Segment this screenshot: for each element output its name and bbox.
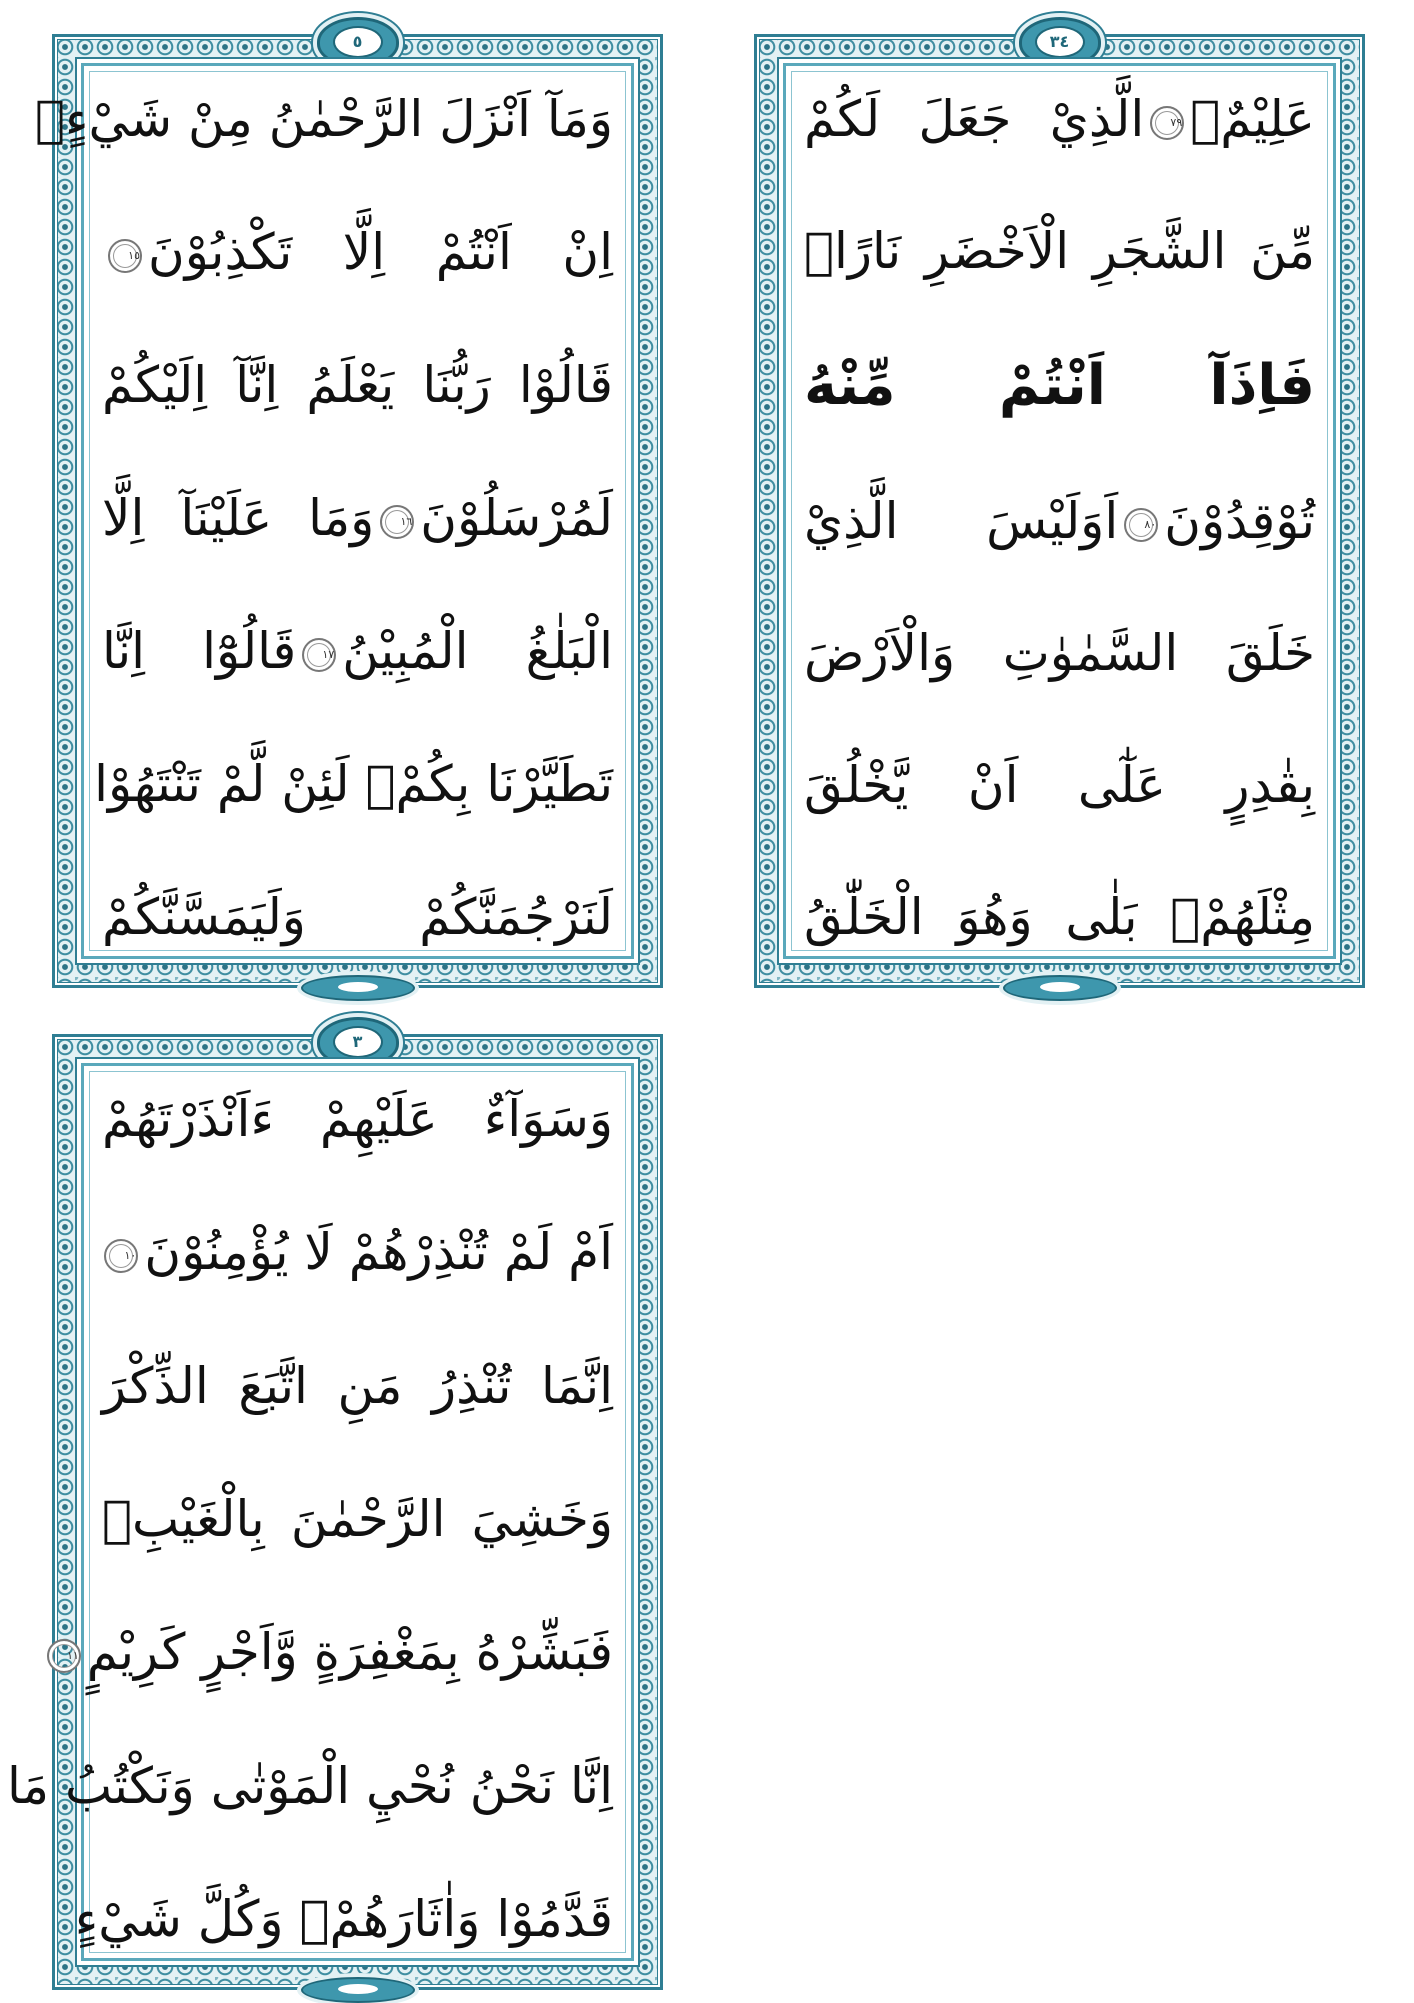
verse-line xyxy=(74,1889,613,1948)
verse-text-continued: وَمَا عَلَيْنَآ اِلَّا xyxy=(102,489,375,547)
verse-text: فَبَشِّرْهُ بِمَغْفِرَةٍ وَّاَجْرٍ كَرِيْمٍ xyxy=(86,1623,613,1682)
verse-text: اِنَّمَا تُنْذِرُ مَنِ اتَّبَعَ الذِّكْرَ xyxy=(102,1356,613,1415)
verse-line xyxy=(66,1623,613,1682)
verse-line xyxy=(94,755,613,813)
page-number-badge xyxy=(317,1017,399,1067)
bottom-ornament-icon xyxy=(301,1977,415,2003)
verse-line xyxy=(102,1090,613,1148)
page-number: ٥ xyxy=(333,26,383,58)
verse-line xyxy=(102,356,613,414)
verse-line xyxy=(804,90,1315,148)
verse-line xyxy=(804,222,1315,280)
verse-text: اِنَّا نَحْنُ نُحْيِ الْمَوْتٰى وَنَكْتُبُ مَا xyxy=(7,1756,613,1815)
verse-text: مِّنَ الشَّجَرِ الْاَخْضَرِ نَارًاۙ xyxy=(804,222,1315,280)
text-panel xyxy=(7,1063,634,1961)
verse-line xyxy=(7,1756,613,1815)
verse-text: مِثْلَهُمْۗ بَلٰى وَهُوَ الْخَلّٰقُ xyxy=(804,888,1315,946)
verse-text: تُوْقِدُوْنَ xyxy=(1164,492,1315,550)
verse-line xyxy=(804,756,1315,814)
verse-text: لَنَرْجُمَنَّكُمْ وَلَيَمَسَّنَّكُمْ xyxy=(102,888,613,946)
verse-line xyxy=(804,492,1315,550)
ayah-marker-icon: ١٥ xyxy=(108,239,142,273)
verse-text: لَمُرْسَلُوْنَ xyxy=(420,489,613,547)
bottom-ornament-icon xyxy=(301,975,415,1001)
verse-text: قَالُوْا رَبُّنَا يَعْلَمُ اِنَّآ اِلَيْكُمْ xyxy=(102,356,613,414)
verse-text: فَاِذَآ اَنْتُمْ مِّنْهُ xyxy=(804,353,1315,418)
verse-text: عَلِيْمٌۙ xyxy=(1190,90,1315,148)
verse-line xyxy=(102,1223,613,1282)
page-number: ٣٤ xyxy=(1035,26,1085,58)
ayah-marker-icon: ٨٠ xyxy=(1124,508,1158,542)
verse-lines xyxy=(35,90,614,946)
verse-line xyxy=(102,223,613,281)
verse-lines xyxy=(804,90,1315,946)
verse-text: وَسَوَآءٌ عَلَيْهِمْ ءَاَنْذَرْتَهُمْ xyxy=(102,1090,613,1148)
ayah-marker-icon: ١٠ xyxy=(104,1239,138,1273)
page-number: ٣ xyxy=(333,1026,383,1058)
verse-line xyxy=(804,888,1315,946)
bottom-ornament-icon xyxy=(1003,975,1117,1001)
verse-text: وَمَآ اَنْزَلَ الرَّحْمٰنُ مِنْ شَيْءٍۙ xyxy=(35,90,613,148)
mushaf-page-top-right xyxy=(754,34,1365,988)
verse-text-continued: قَالُوْٓا اِنَّا xyxy=(102,622,297,680)
verse-line xyxy=(102,1356,613,1415)
verse-text: خَلَقَ السَّمٰوٰتِ وَالْاَرْضَ xyxy=(804,624,1315,682)
verse-line xyxy=(102,622,614,680)
verse-line xyxy=(102,1489,613,1548)
verse-text-continued: اَوَلَيْسَ الَّذِيْ xyxy=(804,492,1119,550)
ayah-marker-icon: ٧٩ xyxy=(1150,106,1184,140)
verse-text: الْبَلٰغُ الْمُبِيْنُ xyxy=(342,622,614,680)
ayah-marker-icon: ١١ xyxy=(47,1639,81,1673)
verse-text: قَدَّمُوْا وَاٰثَارَهُمْۗ وَكُلَّ شَيْءٍ xyxy=(74,1889,613,1948)
verse-text: تَطَيَّرْنَا بِكُمْۚ لَئِنْ لَّمْ تَنْتَهُوْا xyxy=(94,755,613,813)
mushaf-page-top-left xyxy=(35,32,663,988)
ayah-marker-icon: ١٦ xyxy=(380,505,414,539)
text-panel xyxy=(35,63,634,959)
page-number-badge xyxy=(1019,17,1101,67)
verse-lines xyxy=(7,1090,613,1948)
page-number-badge xyxy=(317,17,399,67)
verse-line xyxy=(102,489,613,547)
verse-text: اِنْ اَنْتُمْ اِلَّا تَكْذِبُوْنَ xyxy=(148,223,613,281)
verse-text: بِقٰدِرٍ عَلٰٓى اَنْ يَّخْلُقَ xyxy=(804,756,1315,814)
mushaf-page-bottom-left xyxy=(7,1032,663,1990)
text-panel xyxy=(783,63,1336,959)
verse-line xyxy=(35,90,613,148)
verse-text-continued: الَّذِيْ جَعَلَ لَكُمْ xyxy=(804,90,1145,148)
verse-text: وَخَشِيَ الرَّحْمٰنَ بِالْغَيْبِۚ xyxy=(102,1489,613,1548)
verse-text: اَمْ لَمْ تُنْذِرْهُمْ لَا يُؤْمِنُوْنَ xyxy=(144,1223,613,1282)
verse-line xyxy=(102,888,613,946)
ayah-marker-icon: ١٧ xyxy=(302,638,336,672)
verse-line xyxy=(804,624,1315,682)
verse-line xyxy=(804,353,1315,418)
